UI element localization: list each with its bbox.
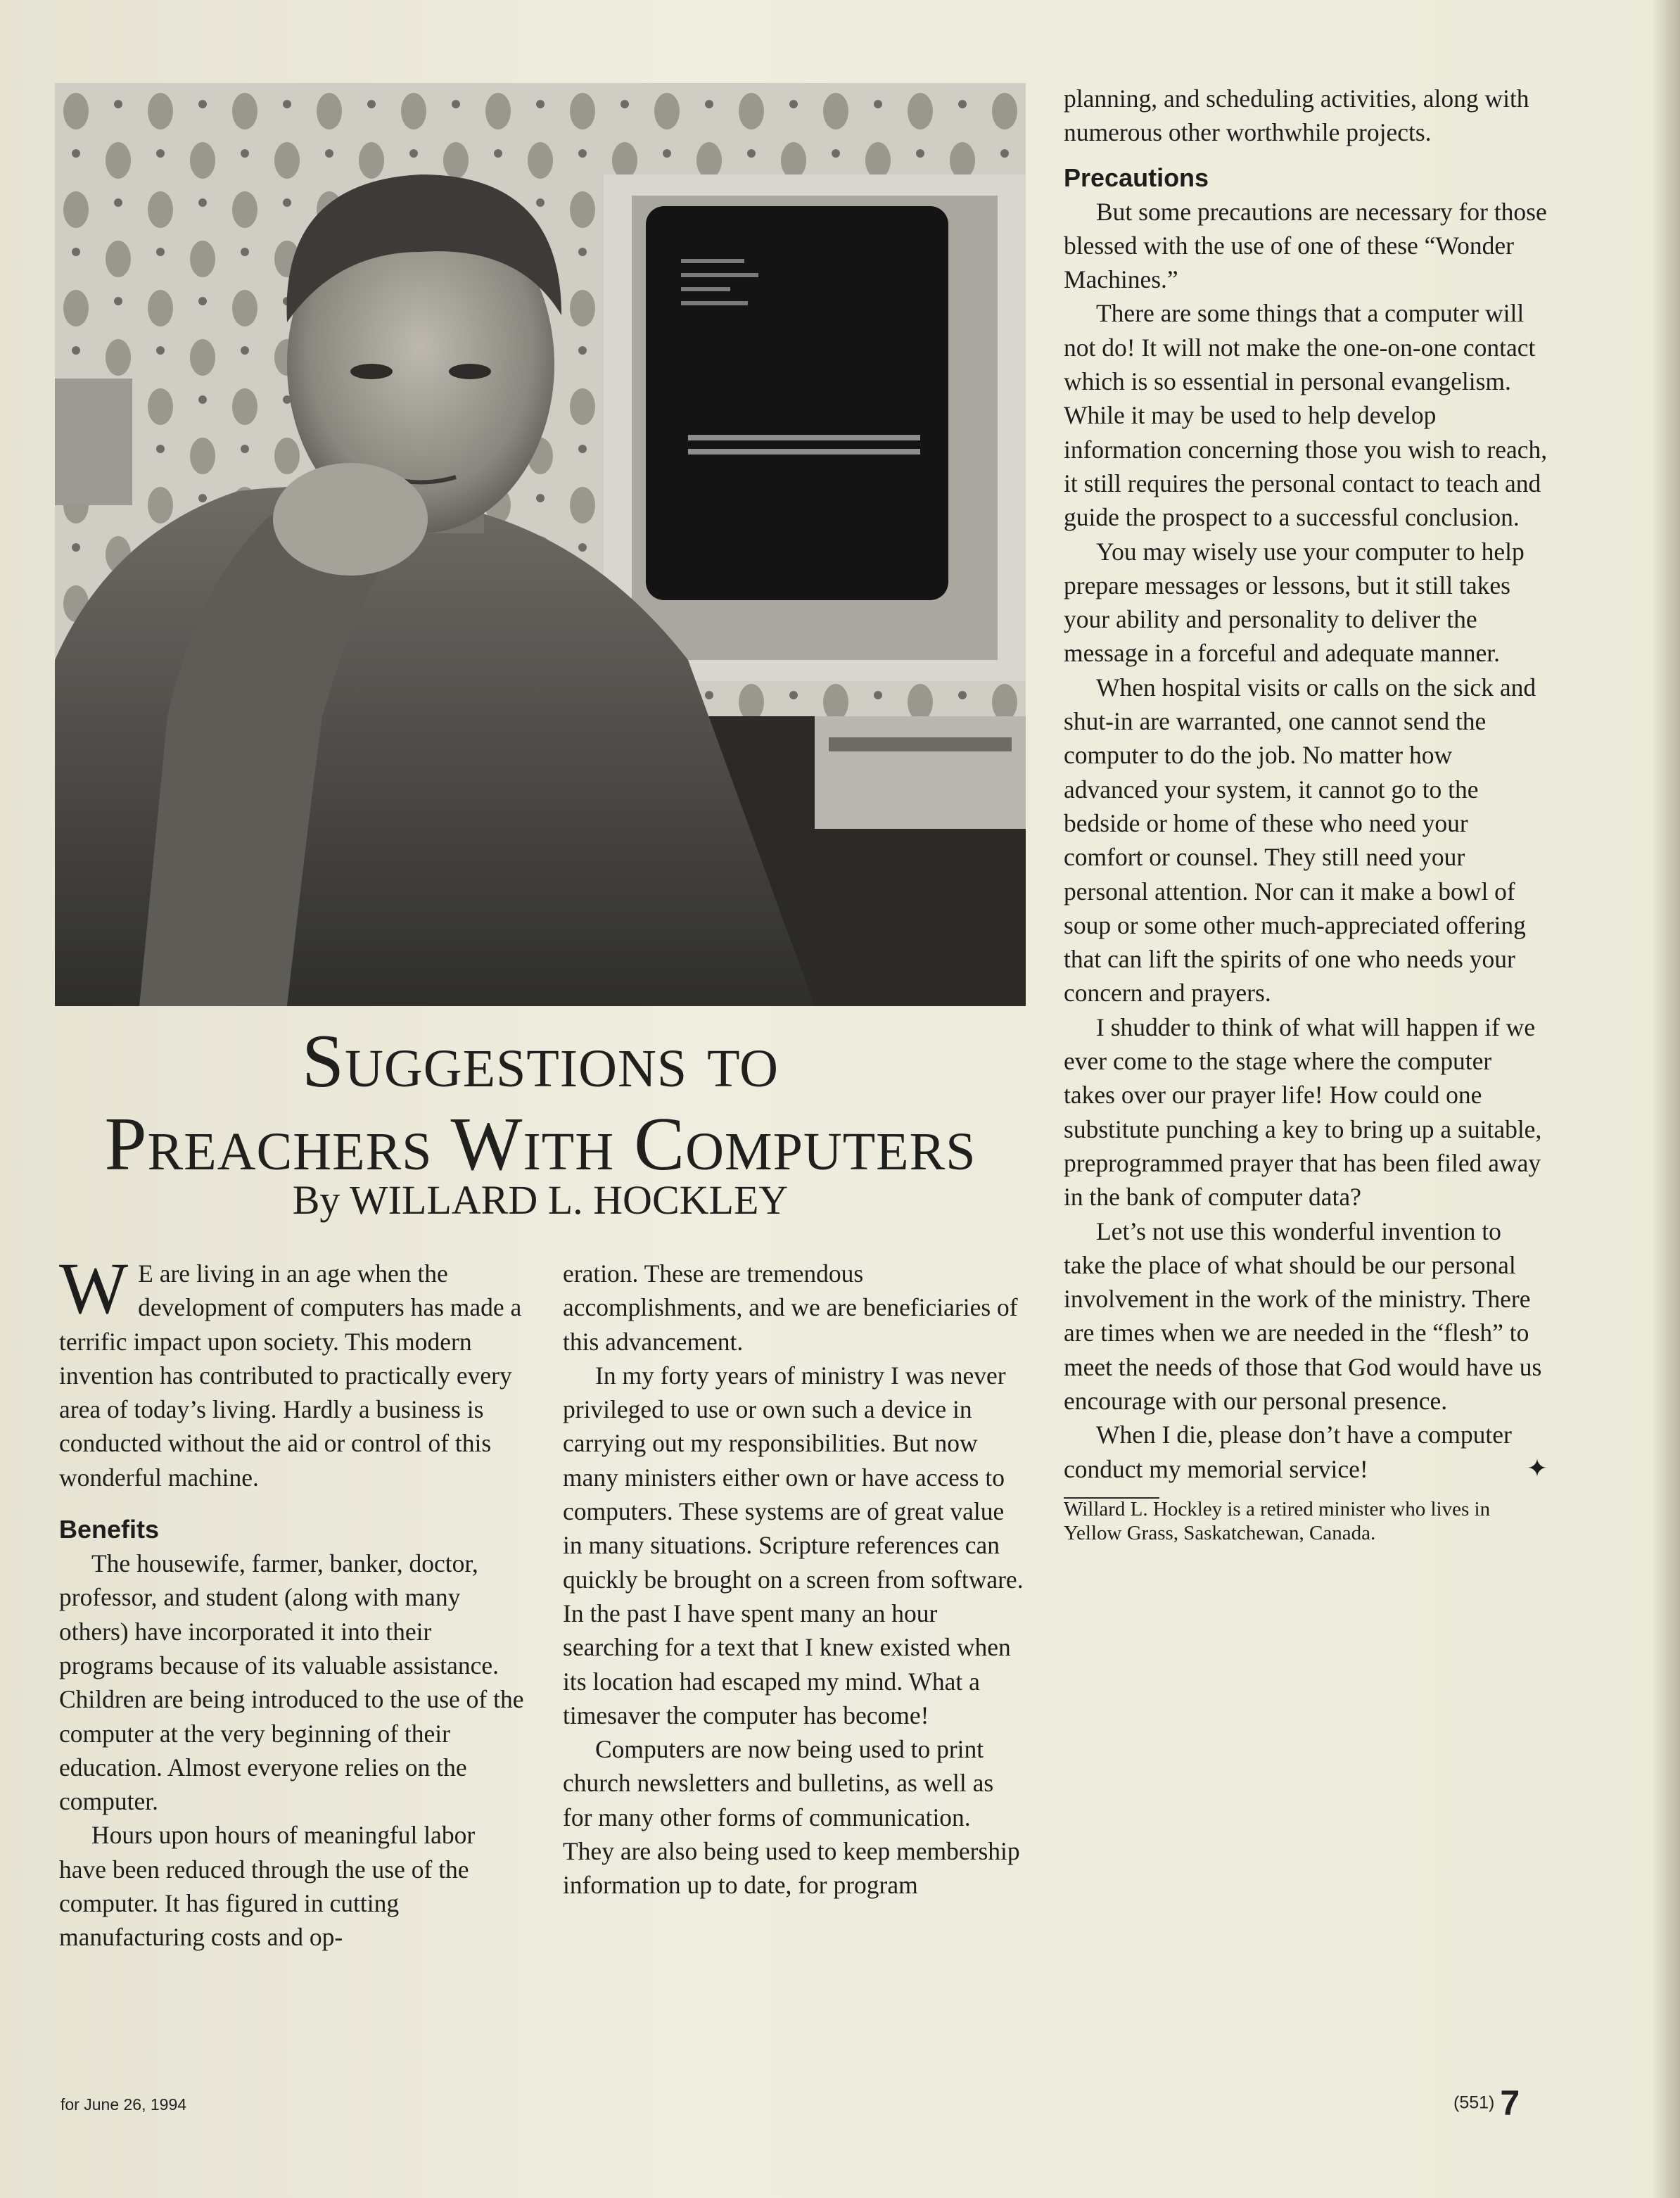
heading-precautions: Precautions xyxy=(1064,163,1209,192)
paragraph-contact: There are some things that a computer will not do! It will not make the one-on-one contact which is so essential in personal evangelism. While it may be used to help develop information concerning those you wish to reach, it still requires the personal contact to teach and guide the prospect to a successful conclusion. xyxy=(1064,299,1548,532)
article-title-line-1: Suggestions to xyxy=(301,1019,779,1103)
paragraph-newsletters-continued: planning, and scheduling activities, along with numerous other worthwhile projects. xyxy=(1064,84,1529,147)
paragraph-intro-text: E are living in an age when the development of computers has made a terrific impact upon society. This modern invention has contributed to practically every area of today’s living. Hardly a business is conducted without the aid or control of this wonderful machine. xyxy=(59,1259,522,1492)
footer-page-number: 7 xyxy=(1500,2083,1520,2123)
paragraph-hospital: When hospital visits or calls on the sick and shut-in are warranted, one cannot send the computer to do the job. No matter how advanced your system, it cannot go to the bedside or home of these who need your comfort or counsel. They still need your personal attention. Nor can it make a bowl of soup or some other much-appreciated offering that can lift the spirits of one who needs your concern and prayers. xyxy=(1064,673,1536,1008)
end-mark-icon: ✦ xyxy=(1526,1454,1548,1483)
paragraph-memorial xyxy=(1064,1418,1548,1486)
column-1 xyxy=(59,1248,526,1955)
article-title-line-2: Preachers With Computers xyxy=(104,1103,976,1186)
column-3 xyxy=(1064,82,1548,1545)
paragraph-messages: You may wisely use your computer to help prepare messages or lessons, but it still takes your ability and personality to deliver the message in a forceful and adequate manner. xyxy=(1064,537,1525,668)
paragraph-precautions: But some precautions are necessary for those blessed with the use of one of these “Wonder Machines.” xyxy=(1064,197,1547,294)
column-2 xyxy=(563,1257,1027,1902)
paragraph-labor-continued: eration. These are tremendous accomplishments, and we are beneficiaries of this advancement. xyxy=(563,1259,1018,1356)
paragraph-intro xyxy=(59,1248,526,1494)
paragraph-prayer: I shudder to think of what will happen if we ever come to the stage where the computer takes over our prayer life! How could one substitute punching a key to bring up a suitable, preprogrammed prayer that has been filed away in the bank of computer data? xyxy=(1064,1012,1542,1212)
drop-cap: W xyxy=(59,1248,129,1329)
article-photo xyxy=(55,83,1026,1006)
author-bio: Willard L. Hockley is a retired minister who lives in Yellow Grass, Saskatchewan, Canada. xyxy=(1064,1497,1491,1544)
footer-page-info xyxy=(1453,2083,1520,2123)
paragraph-newsletters: Computers are now being used to print church newsletters and bulletins, as well as for many other forms of communication. They are also being used to keep membership information up to date, for program xyxy=(563,1735,1020,1900)
heading-benefits: Benefits xyxy=(59,1515,160,1544)
photo-illustration xyxy=(55,83,1026,1006)
paragraph-ministry: In my forty years of ministry I was never privileged to use or own such a device in carrying out my responsibilities. But now many ministers either own or have access to computers. These systems are of great value in many situations. Scripture references can quickly be brought on a screen from software. In the past I have spent many an hour searching for a text that I knew existed when its location had escaped my mind. What a timesaver the computer has become! xyxy=(563,1361,1024,1729)
paragraph-involvement: Let’s not use this wonderful invention to take the place of what should be our personal involvement in the work of the ministry. There are times when we are needed in the “flesh” to meet the needs of those that God would have us encourage with our personal presence. xyxy=(1064,1216,1542,1415)
paragraph-labor: Hours upon hours of meaningful labor have been reduced through the use of the computer. It has figured in cutting manufacturing costs and op- xyxy=(59,1821,476,1952)
paragraph-benefits: The housewife, farmer, banker, doctor, professor, and student (along with many others) have incorporated it into their programs because of its valuable assistance. Children are being introduced to the use of the computer at the very beginning of their education. Almost everyone relies on the computer. xyxy=(59,1549,524,1816)
footer-issue-number: (551) xyxy=(1453,2092,1495,2113)
page-edge-shadow xyxy=(1652,0,1680,2198)
article-byline: By WILLARD L. HOCKLEY xyxy=(292,1177,789,1223)
footer-date: for June 26, 1994 xyxy=(61,2095,187,2114)
article-title xyxy=(55,1020,1026,1186)
paragraph-memorial-text: When I die, please don’t have a computer conduct my memorial service! xyxy=(1064,1421,1512,1483)
